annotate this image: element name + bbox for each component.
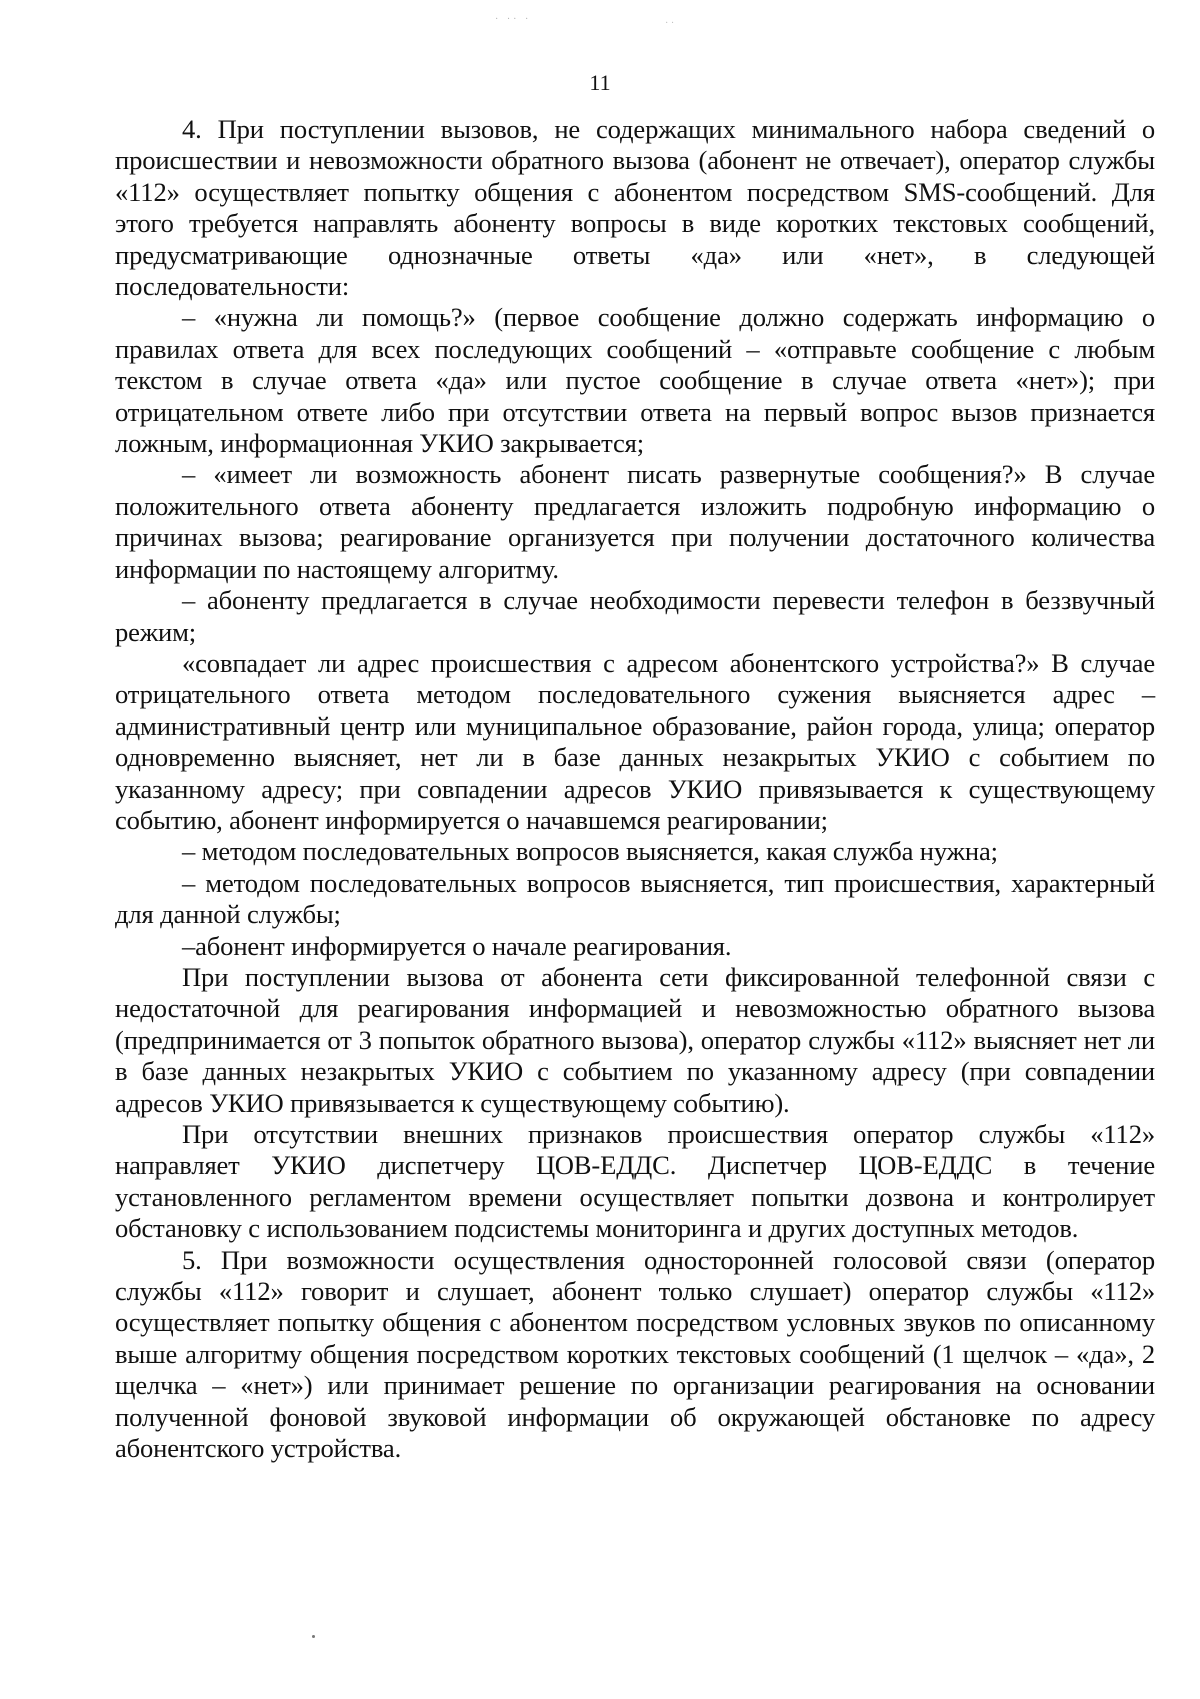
bullet-detailed-messages: – «имеет ли возможность абонент писать развернутые сообщения?» В случае положительного ответа абоненту предлагается изложить подробную информацию о причинах вызова; реагирование организуется при получении достаточного количества информации по настоящему алгоритму.: [115, 459, 1155, 584]
bullet-address-match: «совпадает ли адрес происшествия с адресом абонентского устройства?» В случае отрицательного ответа методом последовательного сужения выясняется адрес – административный центр или муниципальное образование, район города, улица; оператор одновременно выясняет, нет ли в базе данных незакрытых УКИО с событием по указанному адресу; при совпадении адресов УКИО привязывается к существующему событию, абонент информируется о начавшемся реагировании;: [115, 647, 1155, 835]
bullet-response-start: –абонент информируется о начале реагирования.: [182, 930, 732, 961]
page-number: 11: [589, 70, 611, 95]
paragraph-item-5: 5. При возможности осуществления односторонней голосовой связи (оператор службы «112» говорит и слушает, абонент только слушает) оператор службы «112» осуществляет попытку общения с абонентом посредством условных звуков по описанному выше алгоритму общения посредством коротких текстовых сообщений (1 щелчок – «да», 2 щелчка – «нет») или принимает решение по организации реагирования на основании полученной фоновой звуковой информации об окружающей обстановке по адресу абонентского устройства.: [115, 1244, 1155, 1464]
scan-artifact-dot: [312, 1635, 315, 1638]
scan-artifact: · ·: [665, 18, 675, 29]
paragraph-item-4: 4. При поступлении вызовов, не содержащих минимального набора сведений о происшествии и невозможности обратного вызова (абонент не отвечает), оператор службы «112» осуществляет попытку общения с абонентом посредством SMS-сообщений. Для этого требуется направлять абоненту вопросы в виде коротких текстовых сообщений, предусматривающие однозначные ответы «да» или «нет», в следующей последовательности:: [115, 114, 1155, 302]
bullet-help-needed: – «нужна ли помощь?» (первое сообщение должно содержать информацию о правилах ответа для всех последующих сообщений – «отправьте сообщение с любым текстом в случае ответа «да» или пустое сообщение в случае ответа «нет»); при отрицательном ответе либо при отсутствии ответа на первый вопрос вызов признается ложным, информационная УКИО закрывается;: [115, 302, 1155, 459]
paragraph-no-signs: При отсутствии внешних признаков происшествия оператор службы «112» направляет УКИО диспетчеру ЦОВ-ЕДДС. Диспетчер ЦОВ-ЕДДС в течение установленного регламентом времени осуществляет попытки дозвона и контролирует обстановку с использованием подсистемы мониторинга и других доступных методов.: [115, 1119, 1155, 1244]
bullet-incident-type: – методом последовательных вопросов выясняется, тип происшествия, характерный для данной службы;: [115, 867, 1155, 930]
document-body: [115, 114, 1155, 1464]
scan-artifact: · ·· ·: [495, 14, 532, 25]
paragraph-fixed-line: При поступлении вызова от абонента сети фиксированной телефонной связи с недостаточной для реагирования информацией и невозможностью обратного вызова (предпринимается от 3 попыток обратного вызова), оператор службы «112» выясняет нет ли в базе данных незакрытых УКИО с событием по указанному адресу (при совпадении адресов УКИО привязывается к существующему событию).: [115, 961, 1155, 1118]
bullet-silent-mode: – абоненту предлагается в случае необходимости перевести телефон в беззвучный режим;: [115, 585, 1155, 647]
bullet-service-needed: – методом последовательных вопросов выясняется, какая служба нужна;: [182, 836, 998, 867]
